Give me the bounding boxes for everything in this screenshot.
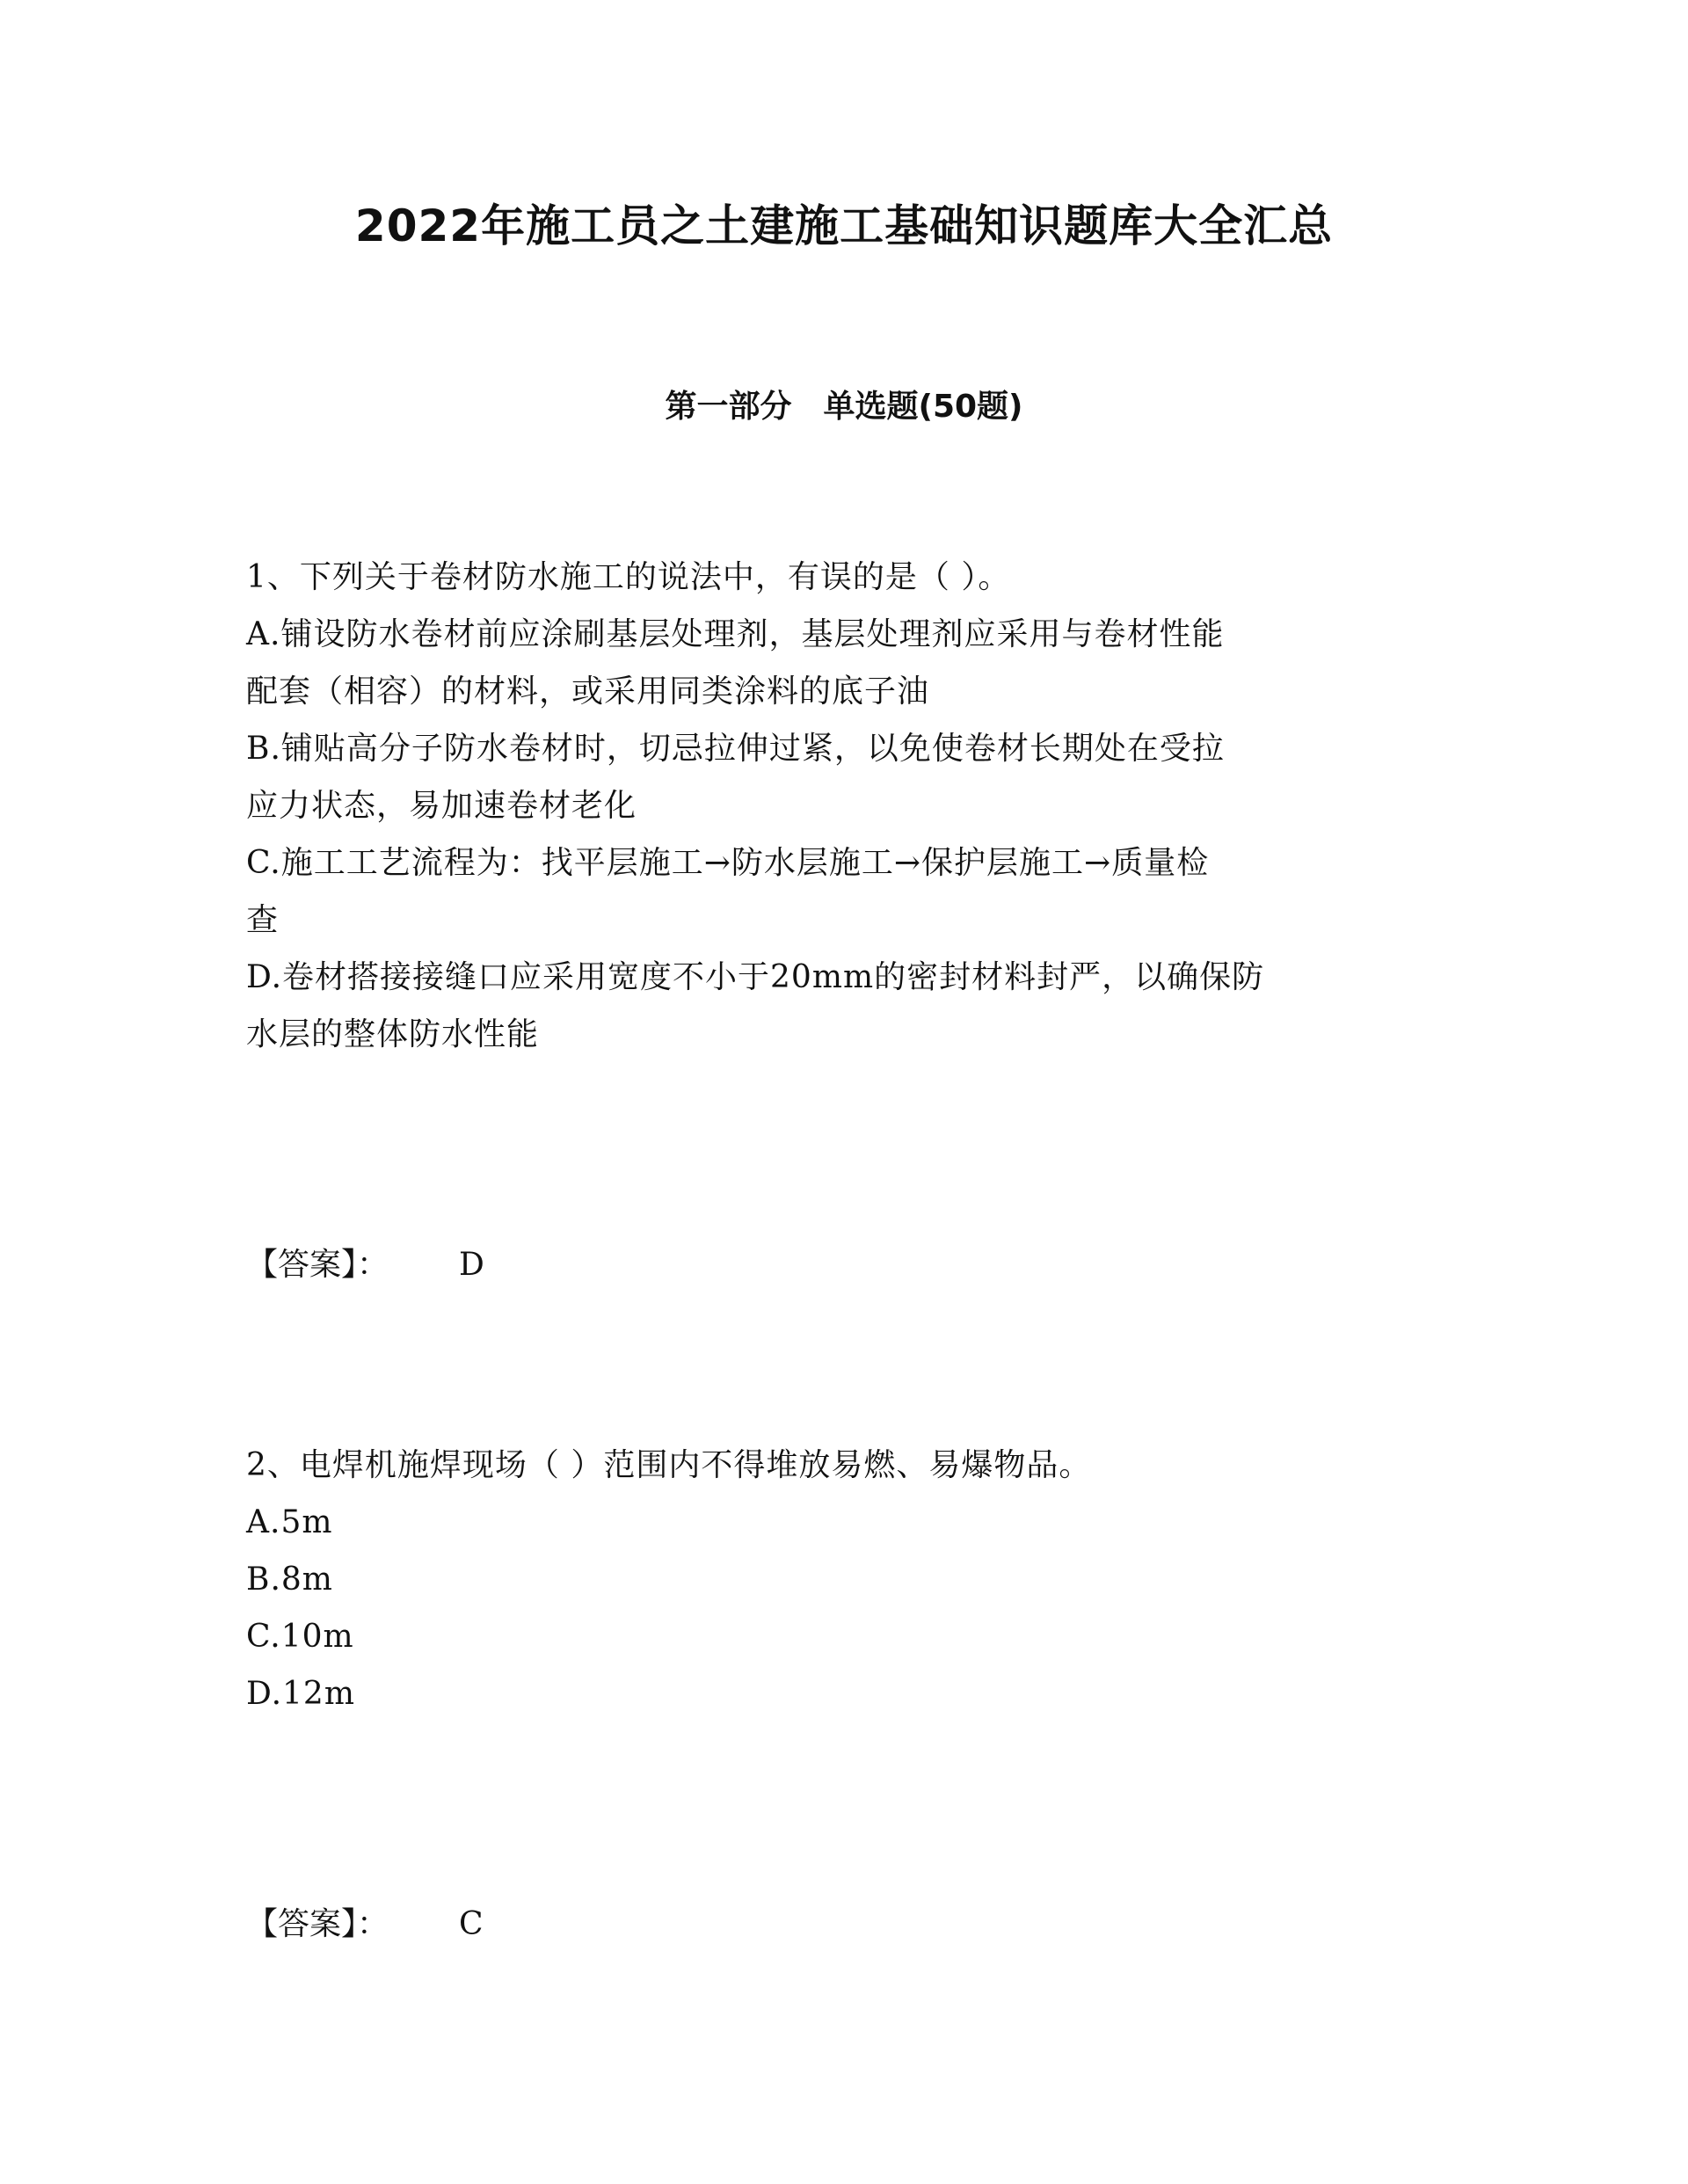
answer-2: [246, 1903, 484, 1947]
option-a-line-1: A.铺设防水卷材前应涂刷基层处理剂，基层处理剂应采用与卷材性能: [246, 616, 1225, 652]
question-2: [246, 1437, 1424, 1722]
answer-label: 【答案】：: [246, 1906, 389, 1942]
option-c-line-1: C.施工工艺流程为：找平层施工→防水层施工→保护层施工→质量检: [246, 845, 1210, 881]
option-d: D.12m: [246, 1676, 355, 1712]
option-b-line-1: B.铺贴高分子防水卷材时，切忌拉伸过紧，以免使卷材长期处在受拉: [246, 731, 1225, 767]
answer-label: 【答案】：: [246, 1247, 389, 1283]
answer-value: C: [459, 1906, 484, 1942]
question-stem: 1、下列关于卷材防水施工的说法中，有误的是（ ）。: [246, 559, 1011, 595]
question-stem: 2、电焊机施焊现场（ ）范围内不得堆放易燃、易爆物品。: [246, 1447, 1092, 1483]
answer-value: D: [459, 1247, 484, 1283]
document-title: 2022年施工员之土建施工基础知识题库大全汇总: [354, 200, 1334, 251]
option-a-line-2: 配套（相容）的材料，或采用同类涂料的底子油: [246, 673, 930, 710]
option-c: C.10m: [246, 1619, 354, 1655]
option-d-line-2: 水层的整体防水性能: [246, 1016, 540, 1052]
option-d-line-1: D.卷材搭接接缝口应采用宽度不小于20mm的密封材料封严，以确保防: [246, 959, 1265, 995]
answer-1: [246, 1243, 484, 1287]
option-c-line-2: 查: [246, 902, 280, 938]
option-b: B.8m: [246, 1562, 333, 1598]
option-a: A.5m: [246, 1504, 333, 1540]
option-b-line-2: 应力状态，易加速卷材老化: [246, 788, 637, 824]
question-1: [246, 549, 1424, 1063]
section-heading: 第一部分 单选题(50题): [665, 389, 1023, 425]
